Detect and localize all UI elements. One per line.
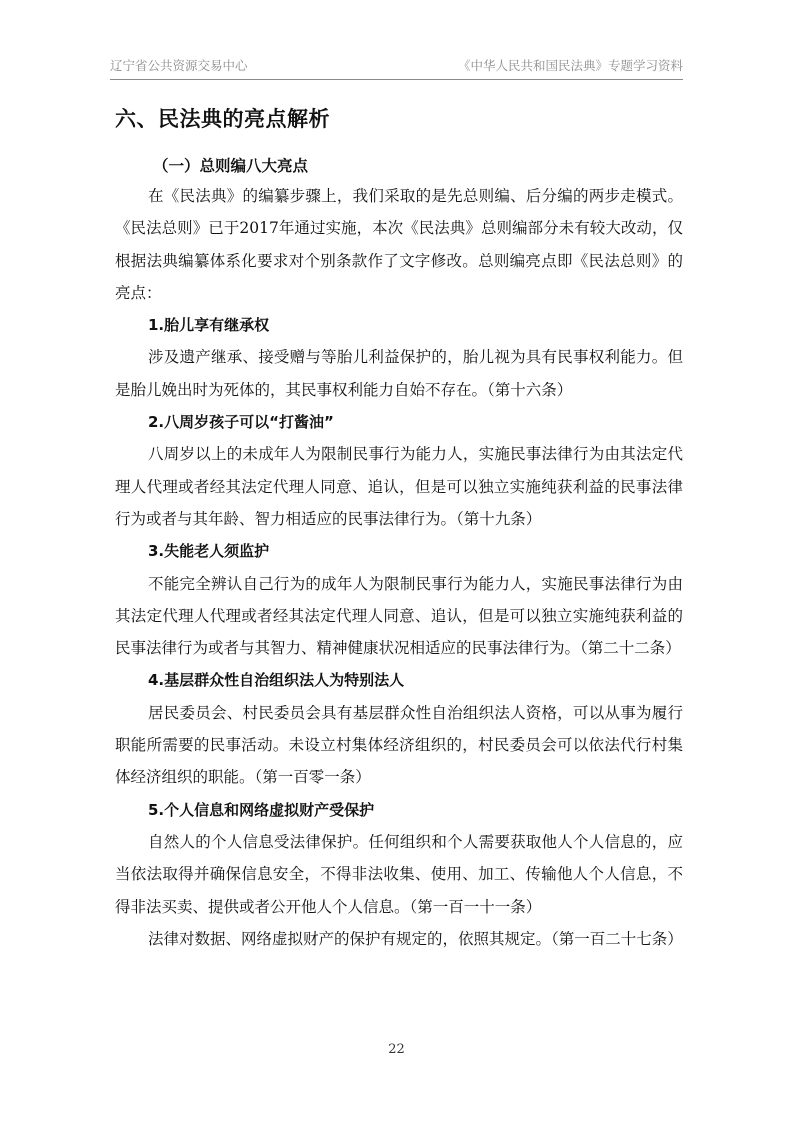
section-title: （一）总则编八大亮点: [153, 157, 309, 175]
subheading-2: 2.八周岁孩子可以“打酱油”: [148, 413, 334, 432]
header-document-title: 《中华人民共和国民法典》专题学习资料: [457, 58, 683, 73]
paragraph-4: 居民委员会、村民委员会具有基层群众性自治组织法人资格，可以从事为履行职能所需要的民事活动。未设立村集体经济组织的，村民委员会可以依法代行村集体经济组织的职能。（第一百零一条）: [115, 703, 683, 787]
subheading-1: 1.胎儿享有继承权: [148, 316, 270, 335]
chapter-title: 六、民法典的亮点解析: [115, 107, 330, 131]
paragraph-2: 八周岁以上的未成年人为限制民事行为能力人，实施民事法律行为由其法定代理人代理或者经其法定代理人同意、追认，但是可以独立实施纯获利益的民事法律行为或者与其年龄、智力相适应的民事法律行为。（第十九条）: [115, 445, 683, 528]
page-number: 22: [388, 1042, 405, 1057]
header-organization: 辽宁省公共资源交易中心: [110, 58, 248, 73]
subheading-4: 4.基层群众性自治组织法人为特别法人: [148, 671, 405, 690]
intro-paragraph: 在《民法典》的编纂步骤上，我们采取的是先总则编、后分编的两步走模式。《民法总则》已于2017年通过实施，本次《民法典》总则编部分未有较大改动，仅根据法典编纂体系化要求对个别条款作了文字修改。总则编亮点即《民法总则》的亮点：: [115, 187, 683, 302]
body-content: [115, 180, 683, 955]
paragraph-3: 不能完全辨认自己行为的成年人为限制民事行为能力人，实施民事法律行为由其法定代理人代理或者经其法定代理人同意、追认，但是可以独立实施纯获利益的民事法律行为或者与其智力、精神健康状况相适应的民事法律行为。（第二十二条）: [115, 574, 683, 658]
paragraph-1: 涉及遗产继承、接受赠与等胎儿利益保护的，胎儿视为具有民事权利能力。但是胎儿娩出时为死体的，其民事权利能力自始不存在。（第十六条）: [115, 348, 683, 399]
subheading-5: 5.个人信息和网络虚拟财产受保护: [148, 800, 375, 819]
paragraph-5b: 法律对数据、网络虚拟财产的保护有规定的，依照其规定。（第一百二十七条）: [148, 929, 683, 948]
subheading-3: 3.失能老人须监护: [148, 542, 270, 561]
page-header: [110, 55, 683, 80]
paragraph-5a: 自然人的个人信息受法律保护。任何组织和个人需要获取他人个人信息的，应当依法取得并确保信息安全，不得非法收集、使用、加工、传输他人个人信息，不得非法买卖、提供或者公开他人个人信息。（第一百一十一条）: [115, 832, 683, 916]
